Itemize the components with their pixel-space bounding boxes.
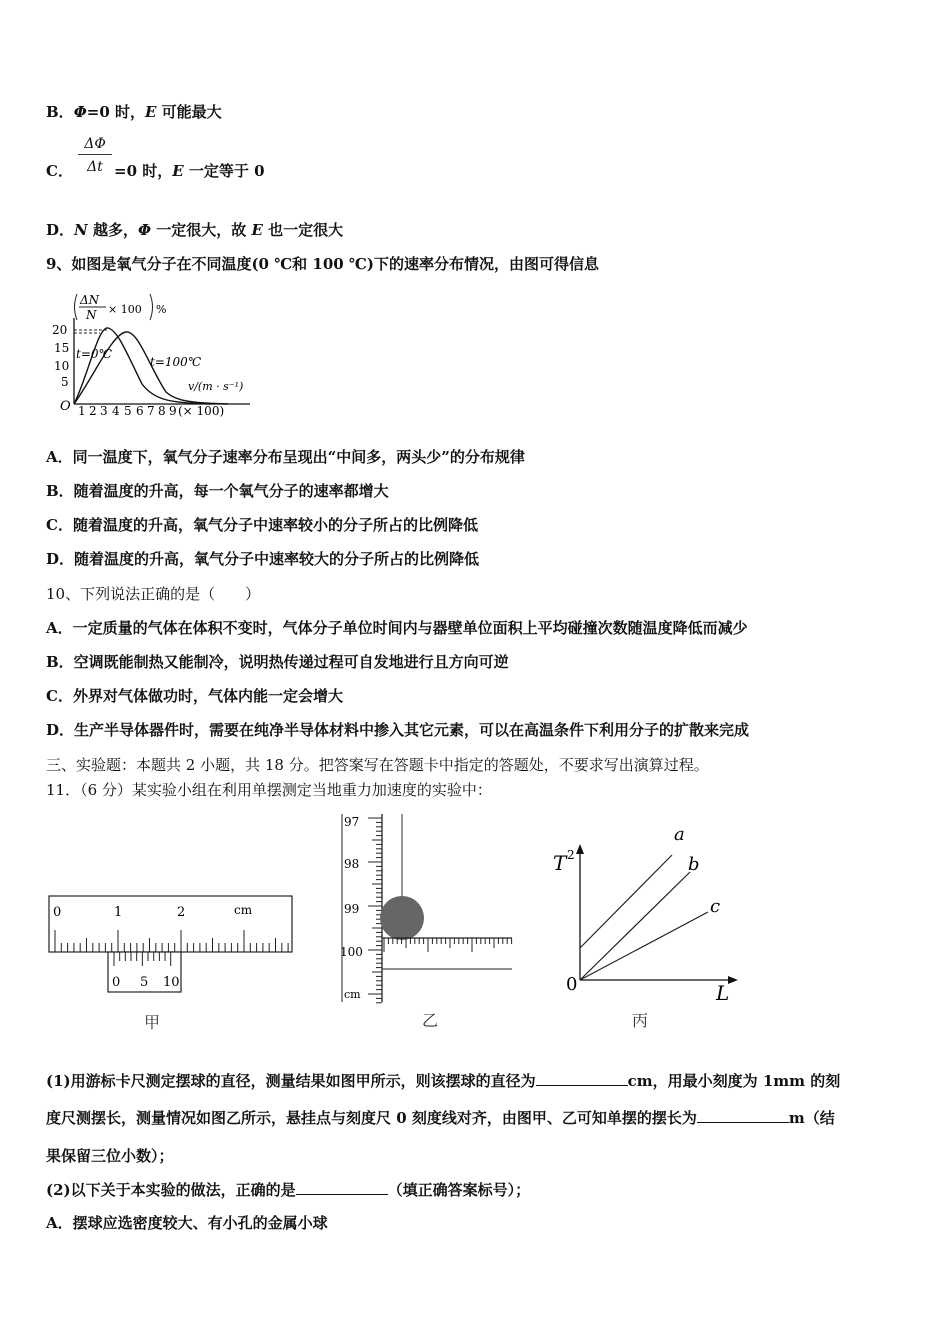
ruler-unit: cm [344,988,361,1001]
caliper-unit: cm [234,903,253,917]
q10-stem: 10、下列说法正确的是（ ） [46,585,261,603]
speed-distribution-chart [50,286,260,422]
line-c-label: c [710,896,721,917]
chart-xlabel: v/(m · s⁻¹) [188,380,244,393]
axis-t-sup: 2 [567,848,575,862]
q10-option-c: C．外界对气体做功时，气体内能一定会增大 [46,687,343,705]
caliper-main-tick: 0 [53,905,62,920]
chart-ytick: 15 [54,341,70,355]
caliper-main-tick: 2 [177,905,186,920]
q11-part2: (2)以下关于本实验的做法，正确的是 （填正确答案标号）； [46,1181,531,1199]
chart-ylabel-suffix: × 100 [108,303,142,316]
q11-option-a: A．摆球应选密度较大、有小孔的金属小球 [46,1214,328,1232]
line-b-label: b [688,854,700,875]
ruler-tick-label: 100 [340,945,363,959]
chart-xtick: 3 [100,404,108,418]
q9-option-d: D．随着温度的升高，氧气分子中速率较大的分子所占的比例降低 [46,550,480,568]
caliper-main-tick: 1 [114,905,123,920]
q8-option-c-fraction: $\frac{\Delta\Phi}{\Delta t}$ [78,136,112,175]
q10-option-d: D．生产半导体器件时，需要在纯净半导体材料中掺入其它元素，可以在高温条件下利用分子的扩散来完成 [46,721,750,739]
q9-option-a: A．同一温度下，氧气分子速率分布呈现出“中间多，两头少”的分布规律 [46,448,525,466]
pendulum-ball [380,896,424,940]
chart-ytick: 20 [52,323,68,337]
line-a-label: a [674,824,685,845]
chart-xscale: (× 100) [178,404,225,418]
t2-l-graph [550,820,750,1036]
caption-yi: 乙 [422,1011,439,1030]
line-b [580,872,690,980]
ruler-tick-label: 98 [344,857,360,871]
chart-ylabel-den: N [86,308,97,322]
vernier-tick-label: 10 [163,975,180,990]
q9-stem: 9、如图是氧气分子在不同温度(0 ℃和 100 ℃)下的速率分布情况，由图可得信息 [46,255,599,273]
axis-t: T [553,851,567,875]
chart-ylabel-num: ΔN [80,293,100,307]
vernier-tick-label: 5 [140,975,149,990]
ruler-tick-label: 99 [344,902,360,916]
q10-option-a: A．一定质量的气体在体积不变时，气体分子单位时间内与器壁单位面积上平均碰撞次数随温度降低而减少 [46,619,748,637]
answer-blank-length[interactable] [697,1108,789,1123]
chart-xtick: 4 [112,404,120,418]
q11-stem: 11．（6 分）某实验小组在利用单摆测定当地重力加速度的实验中： [46,781,492,799]
chart-xtick: 1 [78,404,86,418]
answer-blank-diameter[interactable] [536,1071,628,1086]
answer-blank-choice[interactable] [296,1180,388,1195]
vernier-caliper-figure [44,888,300,1036]
q9-option-c: C．随着温度的升高，氧气分子中速率较小的分子所占的比例降低 [46,516,478,534]
chart-ytick: 10 [54,359,70,373]
chart-ylabel-pct: % [156,303,167,316]
q8-option-c-label: C． [46,162,73,180]
chart-xtick: 6 [136,404,144,418]
chart-xtick: 5 [124,404,132,418]
q11-part1-line2: 度尺测摆长，测量情况如图乙所示，悬挂点与刻度尺 0 刻度线对齐，由图甲、乙可知单摆的摆长为 m（结 [46,1109,835,1127]
caption-jia: 甲 [144,1013,161,1032]
q11-part1-line1: (1)用游标卡尺测定摆球的直径，测量结果如图甲所示，则该摆球的直径为 cm，用最小刻度为 1mm 的刻 [46,1072,841,1090]
section-3-heading: 三、实验题：本题共 2 小题，共 18 分。把答案写在答题卡中指定的答题处，不要求写出演算过程。 [46,756,709,774]
origin-label: 0 [566,974,578,995]
chart-ytick: 5 [61,375,69,389]
chart-xtick: 7 [147,404,155,418]
q9-option-b: B．随着温度的升高，每一个氧气分子的速率都增大 [46,482,389,500]
q8-option-c-text: =0 时，E 一定等于 0 [114,162,265,180]
ruler-figure [336,812,516,1036]
axis-l: L [716,981,730,1005]
chart-xtick: 9 [169,404,177,418]
curve-100c-label: t=100℃ [150,355,202,369]
q8-option-d: D．N 越多，Φ 一定很大，故 E 也一定很大 [46,221,344,239]
chart-xtick: 2 [89,404,97,418]
curve-0c-label: t=0℃ [76,347,112,361]
vernier-tick-label: 0 [112,975,121,990]
chart-xtick: 8 [158,404,166,418]
line-c [580,912,708,980]
q8-option-b: B．Φ=0 时，E 可能最大 [46,103,222,121]
caption-bing: 丙 [632,1011,649,1030]
ruler-tick-label: 97 [344,815,360,829]
q10-option-b: B．空调既能制热又能制冷，说明热传递过程可自发地进行且方向可逆 [46,653,509,671]
chart-origin: O [60,399,71,414]
q11-part1-line3: 果保留三位小数）； [46,1147,174,1165]
